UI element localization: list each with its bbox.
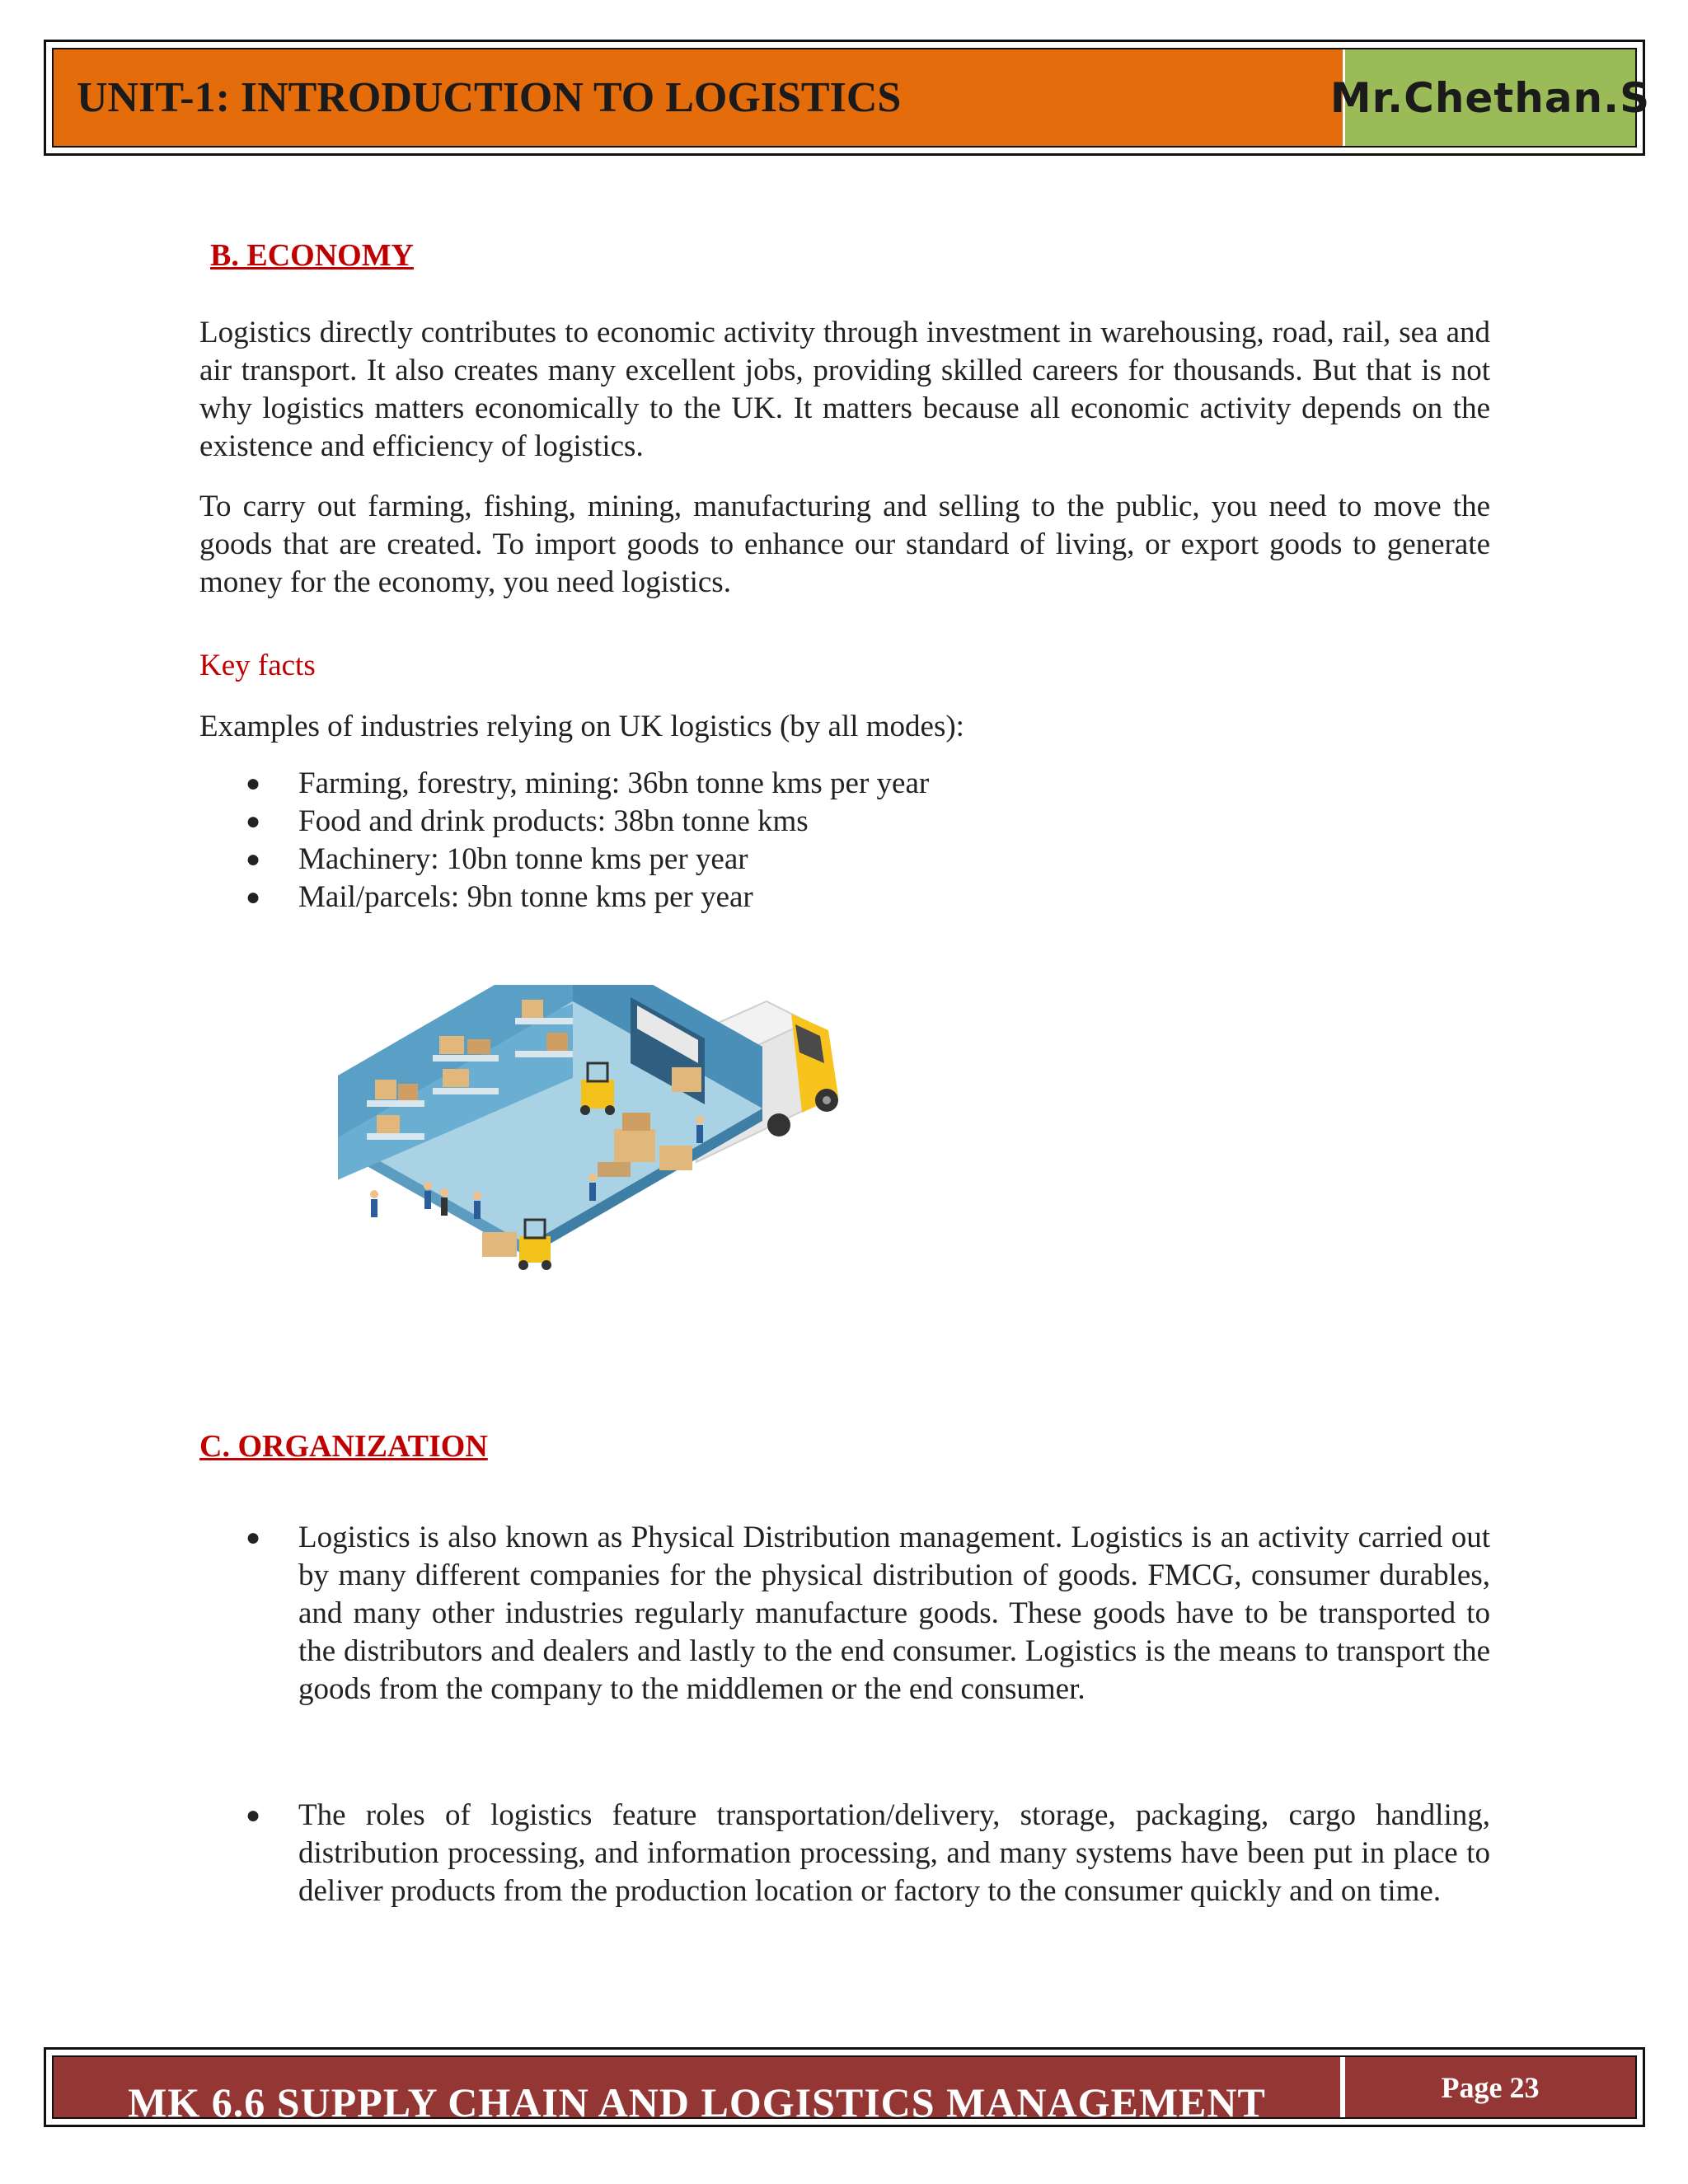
fact-text: Machinery: 10bn tonne kms per year — [298, 842, 748, 876]
list-item — [199, 1519, 1490, 1708]
list-item — [199, 879, 929, 916]
unit-title: UNIT-1: INTRODUCTION TO LOGISTICS — [77, 74, 902, 121]
organization-point-2: The roles of logistics feature transportation/delivery, storage, packaging, cargo handling, distribution processing, and information processing, and many systems have been put in place to deliver products from the production location or factory to the consumer quickly and on time. — [298, 1798, 1490, 1908]
organization-point-1: Logistics is also known as Physical Distribution management. Logistics is an activity carried out by many different companies for the physical distribution of goods. FMCG, consumer durables, and many other industries regularly manufacture goods. These goods have to be transported to the distributors and dealers and lastly to the end consumer. Logistics is the means to transport the goods from the company to the middlemen or the end consumer. — [298, 1521, 1490, 1706]
author-box — [1329, 49, 1651, 146]
economy-paragraph-1: Logistics directly contributes to economic activity through investment in warehousing, road, rail, sea and air transport. It also creates many excellent jobs, providing skilled careers for thousands. But that is not why logistics matters economically to the UK. It matters because all economic activity depends on the existence and efficiency of logistics. — [199, 316, 1490, 463]
key-facts-label: Key facts — [199, 649, 316, 682]
bullet-icon: ● — [246, 808, 261, 835]
course-title: MK 6.6 SUPPLY CHAIN AND LOGISTICS MANAGEMENT — [128, 2079, 1266, 2125]
page-number: Page 23 — [1441, 2070, 1540, 2104]
organization-heading: C. ORGANIZATION — [199, 1429, 488, 1464]
footer-title-box — [54, 2057, 1345, 2125]
bullet-icon: ● — [246, 883, 261, 911]
economy-heading: B. ECONOMY — [210, 238, 414, 273]
examples-intro: Examples of industries relying on UK logistics (by all modes): — [199, 710, 964, 743]
bullet-icon: ● — [246, 1802, 261, 1829]
fact-text: Mail/parcels: 9bn tonne kms per year — [298, 880, 753, 914]
list-item — [199, 803, 929, 841]
list-item — [199, 1797, 1490, 1910]
fact-text: Food and drink products: 38bn tonne kms — [298, 804, 809, 838]
facts-list — [199, 765, 929, 916]
fact-text: Farming, forestry, mining: 36bn tonne kms per year — [298, 766, 930, 800]
bullet-icon: ● — [246, 846, 261, 873]
footer-banner — [44, 2047, 1645, 2127]
page-number-box — [1345, 2057, 1635, 2117]
header-title-box — [54, 49, 1345, 146]
header-banner — [44, 40, 1651, 156]
bullet-icon: ● — [246, 770, 261, 797]
list-item — [199, 765, 929, 803]
list-item — [199, 841, 929, 879]
economy-paragraph-2: To carry out farming, fishing, mining, manufacturing and selling to the public, you need to move the goods that are created. To import goods to enhance our standard of living, or export goods to generate money for the economy, you need logistics. — [199, 490, 1490, 599]
bullet-icon: ● — [246, 1524, 261, 1551]
author-name: Mr.Chethan.S — [1329, 73, 1651, 122]
warehouse-illustration — [334, 985, 861, 1380]
